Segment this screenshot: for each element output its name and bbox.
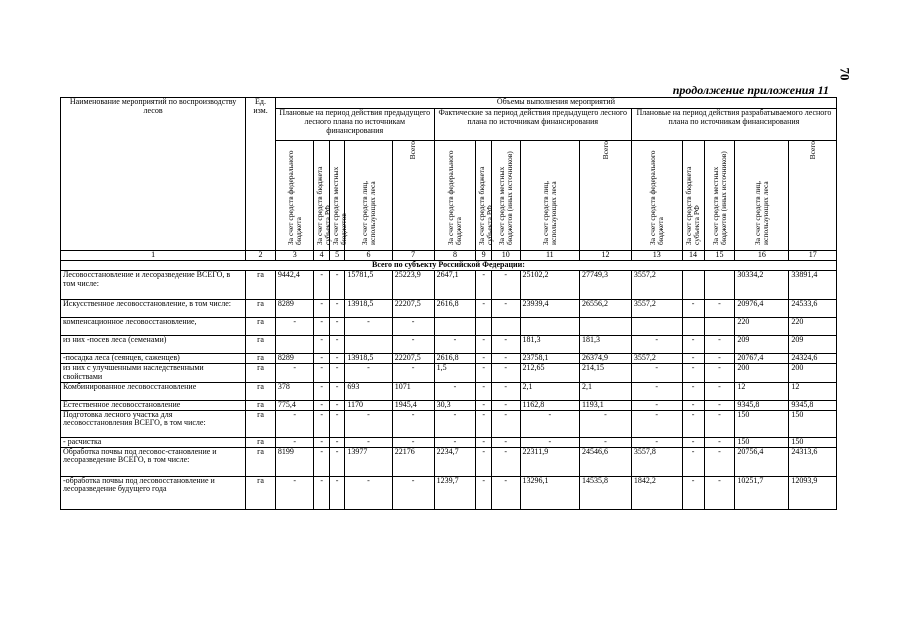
cell-value: 1170 bbox=[345, 400, 392, 410]
row-unit: га bbox=[246, 447, 276, 476]
subheader-label: За счет средств лиц, использующих леса bbox=[540, 180, 558, 245]
row-unit: га bbox=[246, 476, 276, 509]
row-name: -обработка почвы под лесовосстановление и лесоразведение будущего года bbox=[61, 476, 246, 509]
cell-value: - bbox=[314, 437, 329, 447]
column-number: 15 bbox=[704, 251, 735, 261]
subheader-label: За счет средств бюджета субъекта РФ bbox=[684, 166, 702, 245]
cell-value: 13918,5 bbox=[345, 354, 392, 364]
cell-value: 220 bbox=[789, 318, 837, 336]
cell-value: 378 bbox=[275, 382, 314, 400]
cell-value: - bbox=[491, 437, 520, 447]
cell-value: - bbox=[704, 300, 735, 318]
cell-value: - bbox=[682, 382, 704, 400]
cell-value: - bbox=[491, 364, 520, 383]
cell-value: - bbox=[314, 271, 329, 300]
cell-value: - bbox=[580, 437, 632, 447]
table-row bbox=[61, 318, 837, 336]
row-unit: га bbox=[246, 318, 276, 336]
cell-value: - bbox=[345, 410, 392, 437]
cell-value: 1193,1 bbox=[580, 400, 632, 410]
row-unit: га bbox=[246, 336, 276, 354]
cell-value: - bbox=[329, 271, 344, 300]
cell-value bbox=[580, 318, 632, 336]
cell-value: 9345,8 bbox=[735, 400, 789, 410]
row-name: из них -посев леса (семенами) bbox=[61, 336, 246, 354]
cell-value: - bbox=[491, 300, 520, 318]
subheader-plan-prev-2 bbox=[314, 141, 333, 251]
cell-value: 150 bbox=[735, 410, 789, 437]
cell-value: 24533,6 bbox=[789, 300, 837, 318]
header-group-plan-new: Плановые на период действия разрабатываемого лесного плана по источникам финансирования bbox=[631, 109, 836, 141]
cell-value: - bbox=[434, 410, 476, 437]
cell-value: - bbox=[314, 400, 329, 410]
cell-value bbox=[275, 336, 314, 354]
cell-value: - bbox=[704, 447, 735, 476]
cell-value: 20756,4 bbox=[735, 447, 789, 476]
cell-value: 30,3 bbox=[434, 400, 476, 410]
subheader-label: Всего bbox=[807, 141, 817, 160]
table-row bbox=[61, 476, 837, 509]
cell-value: 25223,9 bbox=[392, 271, 434, 300]
cell-value: - bbox=[704, 354, 735, 364]
cell-value: - bbox=[682, 354, 704, 364]
subheader-label: За счет средств федерального бюджета bbox=[446, 150, 464, 245]
cell-value: 200 bbox=[735, 364, 789, 383]
cell-value: - bbox=[476, 364, 491, 383]
cell-value: - bbox=[329, 300, 344, 318]
cell-value: - bbox=[491, 336, 520, 354]
subheader-fact-prev-4 bbox=[520, 141, 580, 251]
cell-value: - bbox=[329, 354, 344, 364]
cell-value: - bbox=[314, 318, 329, 336]
cell-value: - bbox=[476, 382, 491, 400]
cell-value: 2,1 bbox=[520, 382, 580, 400]
cell-value: 212,65 bbox=[520, 364, 580, 383]
cell-value: - bbox=[275, 318, 314, 336]
cell-value: - bbox=[476, 400, 491, 410]
cell-value: - bbox=[491, 400, 520, 410]
cell-value: - bbox=[704, 410, 735, 437]
cell-value: - bbox=[314, 410, 329, 437]
cell-value bbox=[520, 318, 580, 336]
cell-value: 24546,6 bbox=[580, 447, 632, 476]
cell-value: 3557,2 bbox=[631, 300, 682, 318]
subheader-label: За счет средств местных бюджетов (иных источников) bbox=[710, 151, 728, 245]
cell-value bbox=[682, 271, 704, 300]
cell-value: - bbox=[580, 410, 632, 437]
row-name: Искусственное лесовосстановление, в том числе: bbox=[61, 300, 246, 318]
cell-value: - bbox=[314, 336, 329, 354]
table-row bbox=[61, 271, 837, 300]
header-group-plan-prev: Плановые на период действия предыдущего лесного плана по источникам финансирования bbox=[275, 109, 434, 141]
cell-value: 209 bbox=[789, 336, 837, 354]
cell-value: 3557,2 bbox=[631, 271, 682, 300]
cell-value: - bbox=[704, 476, 735, 509]
subheader-label: За счет средств местных бюджетов (иных источников) bbox=[496, 151, 514, 245]
header-name-col: Наименование мероприятий по воспроизводству лесов bbox=[61, 98, 246, 251]
cell-value bbox=[345, 336, 392, 354]
cell-value: - bbox=[329, 364, 344, 383]
cell-value: - bbox=[682, 300, 704, 318]
cell-value: 2647,1 bbox=[434, 271, 476, 300]
cell-value: 12093,9 bbox=[789, 476, 837, 509]
header-volumes: Объемы выполнения мероприятий bbox=[275, 98, 836, 109]
row-unit: га bbox=[246, 300, 276, 318]
cell-value: - bbox=[682, 447, 704, 476]
reforestation-table bbox=[60, 97, 837, 510]
cell-value: 8289 bbox=[275, 300, 314, 318]
row-unit: га bbox=[246, 271, 276, 300]
cell-value bbox=[704, 271, 735, 300]
cell-value: - bbox=[476, 300, 491, 318]
subheader-plan-new-1 bbox=[631, 141, 682, 251]
cell-value: 1,5 bbox=[434, 364, 476, 383]
row-unit: га bbox=[246, 437, 276, 447]
cell-value: - bbox=[476, 336, 491, 354]
cell-value: - bbox=[631, 364, 682, 383]
row-name: Обработка почвы под лесовос-становление и лесоразведение ВСЕГО, в том числе: bbox=[61, 447, 246, 476]
cell-value: - bbox=[314, 382, 329, 400]
cell-value: - bbox=[329, 476, 344, 509]
table-row bbox=[61, 382, 837, 400]
cell-value: - bbox=[682, 364, 704, 383]
table-row bbox=[61, 447, 837, 476]
subheader-plan-new-4 bbox=[735, 141, 789, 251]
cell-value: 20976,4 bbox=[735, 300, 789, 318]
cell-value: 22207,5 bbox=[392, 354, 434, 364]
column-number: 14 bbox=[682, 251, 704, 261]
header-group-fact-prev: Фактические за период действия предыдущего лесного плана по источникам финансирования bbox=[434, 109, 631, 141]
column-number: 4 bbox=[314, 251, 329, 261]
table-row bbox=[61, 410, 837, 437]
cell-value: - bbox=[491, 447, 520, 476]
cell-value: 24324,6 bbox=[789, 354, 837, 364]
continuation-label: продолжение приложения 11 bbox=[672, 83, 829, 97]
cell-value: 25102,2 bbox=[520, 271, 580, 300]
column-number: 6 bbox=[345, 251, 392, 261]
cell-value: - bbox=[345, 476, 392, 509]
subheader-fact-prev-3 bbox=[491, 141, 520, 251]
cell-value: 13296,1 bbox=[520, 476, 580, 509]
cell-value: - bbox=[392, 318, 434, 336]
cell-value: 12 bbox=[735, 382, 789, 400]
cell-value: 3557,2 bbox=[631, 354, 682, 364]
cell-value: 2616,8 bbox=[434, 354, 476, 364]
cell-value: 150 bbox=[789, 410, 837, 437]
cell-value bbox=[704, 318, 735, 336]
column-number: 7 bbox=[392, 251, 434, 261]
row-unit: га bbox=[246, 382, 276, 400]
cell-value: 1071 bbox=[392, 382, 434, 400]
cell-value: 9442,4 bbox=[275, 271, 314, 300]
cell-value: - bbox=[392, 437, 434, 447]
row-name: Естественное лесовосстановление bbox=[61, 400, 246, 410]
subheader-label: Всего bbox=[408, 141, 418, 160]
cell-value: 3557,8 bbox=[631, 447, 682, 476]
cell-value: 1945,4 bbox=[392, 400, 434, 410]
subheader-plan-prev-3 bbox=[329, 141, 348, 251]
row-unit: га bbox=[246, 364, 276, 383]
cell-value: - bbox=[275, 476, 314, 509]
cell-value: - bbox=[329, 400, 344, 410]
section-title: Всего по субъекту Российской Федерации: bbox=[61, 261, 837, 271]
cell-value: - bbox=[631, 382, 682, 400]
subheader-fact-prev-1 bbox=[434, 141, 476, 251]
cell-value: - bbox=[631, 437, 682, 447]
cell-value: - bbox=[476, 354, 491, 364]
cell-value: - bbox=[275, 410, 314, 437]
cell-value: - bbox=[392, 336, 434, 354]
row-unit: га bbox=[246, 354, 276, 364]
cell-value: 775,4 bbox=[275, 400, 314, 410]
cell-value: 8289 bbox=[275, 354, 314, 364]
subheader-plan-prev-5 bbox=[392, 141, 434, 251]
cell-value: 10251,7 bbox=[735, 476, 789, 509]
column-number: 16 bbox=[735, 251, 789, 261]
cell-value: 9345,8 bbox=[789, 400, 837, 410]
row-name: компенсационное лесовосстановление, bbox=[61, 318, 246, 336]
cell-value: - bbox=[329, 437, 344, 447]
subheader-fact-prev-5 bbox=[580, 141, 632, 251]
cell-value: - bbox=[345, 318, 392, 336]
cell-value: 24313,6 bbox=[789, 447, 837, 476]
cell-value bbox=[491, 318, 520, 336]
table-row bbox=[61, 437, 837, 447]
cell-value: - bbox=[345, 364, 392, 383]
cell-value: 693 bbox=[345, 382, 392, 400]
cell-value: 33891,4 bbox=[789, 271, 837, 300]
column-number: 1 bbox=[61, 251, 246, 261]
cell-value: 214,15 bbox=[580, 364, 632, 383]
cell-value: - bbox=[682, 336, 704, 354]
cell-value: - bbox=[275, 364, 314, 383]
cell-value: 13918,5 bbox=[345, 300, 392, 318]
cell-value: 181,3 bbox=[520, 336, 580, 354]
cell-value: 2616,8 bbox=[434, 300, 476, 318]
cell-value: - bbox=[491, 271, 520, 300]
cell-value: 220 bbox=[735, 318, 789, 336]
cell-value: - bbox=[491, 354, 520, 364]
column-number: 17 bbox=[789, 251, 837, 261]
cell-value: - bbox=[392, 364, 434, 383]
cell-value: - bbox=[314, 476, 329, 509]
column-number: 13 bbox=[631, 251, 682, 261]
cell-value: 26374,9 bbox=[580, 354, 632, 364]
cell-value: 15781,5 bbox=[345, 271, 392, 300]
cell-value: 1239,7 bbox=[434, 476, 476, 509]
cell-value: 1842,2 bbox=[631, 476, 682, 509]
cell-value bbox=[682, 318, 704, 336]
row-unit: га bbox=[246, 410, 276, 437]
cell-value: - bbox=[682, 410, 704, 437]
cell-value: - bbox=[329, 447, 344, 476]
cell-value: - bbox=[704, 400, 735, 410]
subheader-plan-new-5 bbox=[789, 141, 837, 251]
column-number: 3 bbox=[275, 251, 314, 261]
row-name: Подготовка лесного участка для лесовосстановления ВСЕГО, в том числе: bbox=[61, 410, 246, 437]
column-number: 10 bbox=[491, 251, 520, 261]
cell-value: - bbox=[631, 336, 682, 354]
cell-value bbox=[476, 318, 491, 336]
cell-value: - bbox=[476, 271, 491, 300]
cell-value bbox=[434, 318, 476, 336]
column-number: 12 bbox=[580, 251, 632, 261]
cell-value: - bbox=[314, 300, 329, 318]
cell-value: - bbox=[520, 437, 580, 447]
cell-value: 13977 bbox=[345, 447, 392, 476]
subheader-label: За счет средств бюджета субъекта РФ bbox=[477, 166, 495, 245]
cell-value: - bbox=[704, 382, 735, 400]
table-row bbox=[61, 354, 837, 364]
cell-value: - bbox=[491, 476, 520, 509]
header-unit-col: Ед. изм. bbox=[246, 98, 276, 251]
table-row bbox=[61, 300, 837, 318]
subheader-plan-prev-1 bbox=[275, 141, 314, 251]
cell-value bbox=[631, 318, 682, 336]
cell-value: - bbox=[314, 447, 329, 476]
cell-value: - bbox=[392, 476, 434, 509]
cell-value: - bbox=[434, 437, 476, 447]
cell-value: - bbox=[329, 382, 344, 400]
cell-value: 12 bbox=[789, 382, 837, 400]
subheader-label: За счет средств лиц, использующих леса bbox=[753, 180, 770, 245]
cell-value: - bbox=[329, 410, 344, 437]
column-number: 11 bbox=[520, 251, 580, 261]
row-name: Комбинированное лесовосстановление bbox=[61, 382, 246, 400]
subheader-plan-prev-4 bbox=[345, 141, 392, 251]
cell-value: 14535,8 bbox=[580, 476, 632, 509]
cell-value: 8199 bbox=[275, 447, 314, 476]
cell-value: 150 bbox=[735, 437, 789, 447]
row-name: из них с улучшенными наследственными свойствами bbox=[61, 364, 246, 383]
subheader-label: Всего bbox=[600, 141, 610, 160]
row-name: -посадка леса (сеянцев, саженцев) bbox=[61, 354, 246, 364]
cell-value: - bbox=[704, 437, 735, 447]
cell-value: 150 bbox=[789, 437, 837, 447]
cell-value: - bbox=[491, 410, 520, 437]
column-number: 2 bbox=[246, 251, 276, 261]
cell-value: - bbox=[476, 476, 491, 509]
cell-value: - bbox=[631, 410, 682, 437]
cell-value: 20767,4 bbox=[735, 354, 789, 364]
cell-value: 22311,9 bbox=[520, 447, 580, 476]
cell-value: - bbox=[434, 382, 476, 400]
cell-value: - bbox=[491, 382, 520, 400]
cell-value: 209 bbox=[735, 336, 789, 354]
cell-value: - bbox=[329, 336, 344, 354]
subheader-label: За счет средств федерального бюджета bbox=[647, 150, 665, 245]
table-row bbox=[61, 364, 837, 383]
column-number: 9 bbox=[476, 251, 491, 261]
cell-value: 27749,3 bbox=[580, 271, 632, 300]
subheader-label: За счет средств местных бюджетов bbox=[330, 166, 348, 245]
cell-value: 2234,7 bbox=[434, 447, 476, 476]
cell-value: - bbox=[682, 437, 704, 447]
cell-value: 30334,2 bbox=[735, 271, 789, 300]
subheader-label: За счет средств бюджета субъекта РФ bbox=[315, 166, 333, 245]
cell-value: - bbox=[476, 437, 491, 447]
cell-value: - bbox=[520, 410, 580, 437]
table-row bbox=[61, 400, 837, 410]
cell-value: - bbox=[329, 318, 344, 336]
column-number: 5 bbox=[329, 251, 344, 261]
row-unit: га bbox=[246, 400, 276, 410]
cell-value: 181,3 bbox=[580, 336, 632, 354]
subheader-label: За счет средств федерального бюджета bbox=[285, 150, 303, 245]
cell-value: 2,1 bbox=[580, 382, 632, 400]
column-number: 8 bbox=[434, 251, 476, 261]
table-row bbox=[61, 336, 837, 354]
cell-value: - bbox=[704, 364, 735, 383]
row-name: Лесовосстановление и лесоразведение ВСЕГО, в том числе: bbox=[61, 271, 246, 300]
cell-value: 1162,8 bbox=[520, 400, 580, 410]
page-number: 70 bbox=[837, 67, 853, 81]
cell-value: - bbox=[631, 400, 682, 410]
cell-value: - bbox=[476, 410, 491, 437]
cell-value: - bbox=[314, 354, 329, 364]
cell-value: - bbox=[392, 410, 434, 437]
subheader-label: За счет средств лиц, использующих леса bbox=[359, 180, 377, 245]
cell-value: 22176 bbox=[392, 447, 434, 476]
cell-value: 23939,4 bbox=[520, 300, 580, 318]
cell-value: 22207,5 bbox=[392, 300, 434, 318]
row-name: - расчистка bbox=[61, 437, 246, 447]
cell-value: 26556,2 bbox=[580, 300, 632, 318]
cell-value: 23758,1 bbox=[520, 354, 580, 364]
cell-value: - bbox=[682, 400, 704, 410]
subheader-fact-prev-2 bbox=[476, 141, 495, 251]
cell-value: - bbox=[345, 437, 392, 447]
cell-value: - bbox=[434, 336, 476, 354]
cell-value: 200 bbox=[789, 364, 837, 383]
subheader-plan-new-2 bbox=[682, 141, 704, 251]
cell-value: - bbox=[314, 364, 329, 383]
cell-value: - bbox=[476, 447, 491, 476]
subheader-plan-new-3 bbox=[704, 141, 735, 251]
cell-value: - bbox=[704, 336, 735, 354]
cell-value: - bbox=[682, 476, 704, 509]
cell-value: - bbox=[275, 437, 314, 447]
